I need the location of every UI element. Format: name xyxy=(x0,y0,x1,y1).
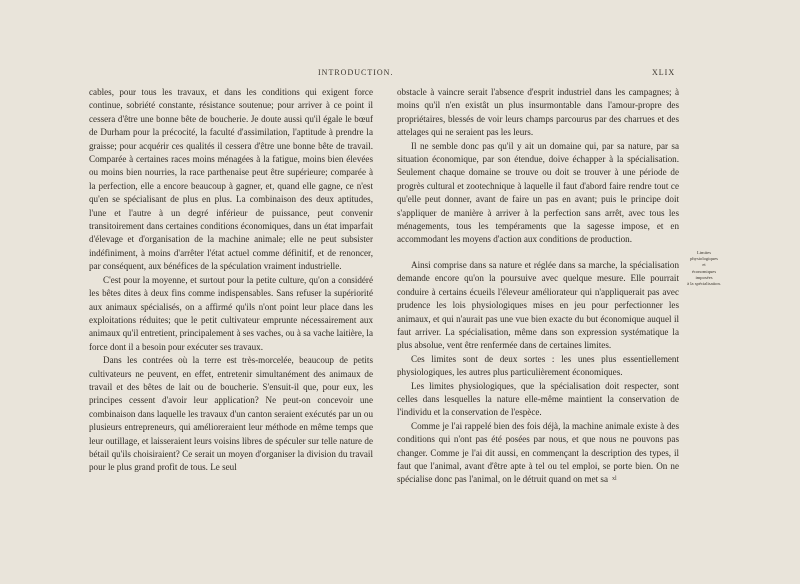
margin-note-line: à la spécialisation. xyxy=(687,281,721,287)
paragraph: Les limites physiologiques, que la spécialisation doit respecter, sont celles dans lesquelles la nature elle-même maintient la conservation de l'individu et la conservation de l'espèce. xyxy=(397,380,679,418)
left-column xyxy=(89,86,373,475)
right-column xyxy=(397,86,679,487)
paragraph: Dans les contrées où la terre est très-morcelée, beaucoup de petits cultivateurs ne peuvent, en effet, entretenir simultanément des animaux de travail et des bêtes de lait ou de boucherie. S'ensuit-il que, pour eux, les principes cessent d'avoir leur application? Ne peut-on concevoir une combinaison dans laquelle les travaux d'un canton seraient exécutés par un ou plusieurs entrepreneurs, qui amélioreraient leur méthode en même temps que leur outillage, et laisseraient leurs voisins libres de spéculer sur telle nature de bétail qu'ils choisiraient? Ce serait un moyen d'organiser la division du travail pour le plus grand profit de tous. Le seul xyxy=(89,355,373,473)
paragraph: cables, pour tous les travaux, et dans les conditions qui exigent force continue, sobriété constante, résistance soutenue; pour arriver à ce point il cessera d'être une bonne bête de boucherie. Je doute aussi qu'il égale le bœuf de Durham pour la précocité, la faculté d'assimilation, l'aptitude à prendre la graisse; pour acquérir ces qualités il cessera d'être une bonne bête de travail. Comparée à certaines races moins ménagées à la fatigue, moins bien élevées ou moins bien nourries, la race parthenaise peut être supérieure; comparée à la perfection, elle a encore beaucoup à gagner, et, quand elle gagne, ce n'est qu'en se spécialisant de plus en plus. La combinaison des deux aptitudes, l'une et l'autre à un degré inférieur de puissance, peut convenir transitoirement dans certaines conditions économiques, dans un état imparfait d'élevage et d'organisation de la machine animale; elle ne peut subsister indéfiniment, à moins d'arrêter l'état actuel comme définitif, et de renoncer, par conséquent, aux bénéfices de la spéculation vraiment industrielle. xyxy=(89,87,373,272)
paragraph: obstacle à vaincre serait l'absence d'esprit industriel dans les campagnes; à moins qu'il n'en existât un plus insurmontable dans l'amour-propre des propriétaires, blessés de voir leurs champs parcourus par des charrues et des attelages qui ne seraient pas les leurs. xyxy=(397,87,679,138)
margin-note-line: imposées xyxy=(695,274,713,280)
paragraph: Il ne semble donc pas qu'il y ait un domaine qui, par sa nature, par sa situation économique, par son étendue, doive échapper à la spécialisation. Seulement chaque domaine se trouve ou doit se trouver à une période de progrès cultural et zootechnique à laquelle il faut d'abord faire rendre tout ce qu'elle peut donner, avant de faire un pas en avant; puis le principe doit s'appliquer de manière à arriver à la perfection sans arrêt, avec tous les ménagements, tous les tempéraments que la sagesse impose, et en accommodant les moyens d'action aux conditions de production. xyxy=(397,140,679,245)
printer-signature: xl xyxy=(612,476,617,482)
margin-note-line: et xyxy=(702,262,706,268)
paragraph: Ces limites sont de deux sortes : les unes plus essentiellement physiologiques, les autres plus particulièrement économiques. xyxy=(397,353,679,378)
section-gap xyxy=(397,247,679,259)
page-number: XLIX xyxy=(652,68,676,77)
margin-note-line: Limites xyxy=(696,250,712,255)
running-header-title: INTRODUCTION. xyxy=(318,68,394,77)
paragraph: Ainsi comprise dans sa nature et réglée dans sa marche, la spécialisation demande encore qu'on la poursuive avec quelque mesure. Elle pourrait conduire à certains écueils l'éleveur améliorateur qui n'appliquerait pas avec prudence les lois physiologiques mises en jeu pour perfectionner les animaux, et qui n'aurait pas une vue bien exacte du but économique auquel il faut arriver. La spécialisation, même dans son expression systématique la plus absolue, vent être renfermée dans de certaines limites. xyxy=(397,259,679,351)
margin-note-line: physiologiques xyxy=(690,256,718,262)
paragraph: C'est pour la moyenne, et surtout pour la petite culture, qu'on a considéré les bêtes dites à deux fins comme indispensables. Sans refuser la supériorité aux animaux spécialisés, on a affirmé qu'ils n'ont point leur place dans les exploitations réduites; que le petit cultivateur emprunte nécessairement aux animaux qu'il entretient, principalement à ses vaches, ou à sa vache laitière, la force dont il a besoin pour exécuter ses travaux. xyxy=(89,274,373,352)
paragraph: Comme je l'ai rappelé bien des fois déjà, la machine animale existe à des conditions qui n'ont pas été posées par nous, et que nous ne pouvons pas changer. Comme je l'ai dit aussi, en commençant la description des types, il faut que l'animal, avant d'être apte à tel ou tel emploi, se porte bien. On ne spécialise donc pas l'animal, on le détruit quand on met sa xyxy=(397,420,679,485)
margin-note-line: économiques xyxy=(691,268,717,274)
margin-note xyxy=(682,250,726,287)
